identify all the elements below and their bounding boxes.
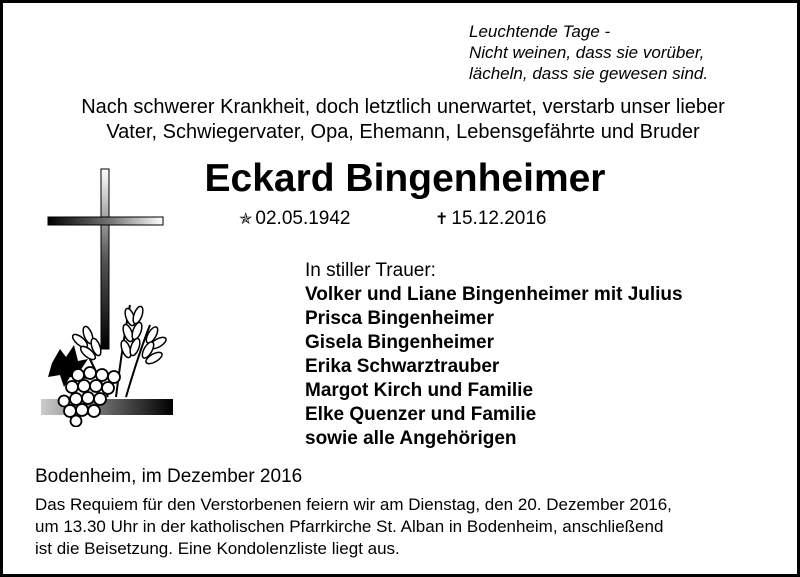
mourner-name: Margot Kirch und Familie <box>305 380 534 401</box>
intro-line: Vater, Schwiegervater, Opa, Ehemann, Lebensgefährte und Bruder <box>106 121 700 143</box>
service-line: ist die Beisetzung. Eine Kondolenzliste liegt aus. <box>35 539 400 558</box>
mourners-block <box>305 259 683 451</box>
verse-line: Nicht weinen, dass sie vorüber, <box>469 43 705 62</box>
cross-wheat-grapes-icon <box>38 165 178 427</box>
mourners-heading: In stiller Trauer: <box>305 260 436 281</box>
cross-icon: ✝ <box>435 211 449 228</box>
mourner-name: Volker und Liane Bingenheimer mit Julius <box>305 284 683 305</box>
mourner-name: Erika Schwarztrauber <box>305 356 500 377</box>
birth-date: 02.05.1942 <box>255 208 351 229</box>
verse-line: lächeln, dass sie gewesen sind. <box>469 64 709 83</box>
place-date: Bodenheim, im Dezember 2016 <box>35 466 303 487</box>
death-date: 15.12.2016 <box>451 208 547 229</box>
death-date-line <box>435 207 547 232</box>
mourner-name: Gisela Bingenheimer <box>305 332 495 353</box>
star-icon: ✯ <box>239 211 253 228</box>
mourner-name: sowie alle Angehörigen <box>305 428 517 449</box>
service-line: Das Requiem für den Verstorbenen feiern wir am Dienstag, den 20. Dezember 2016, <box>35 495 672 514</box>
verse <box>469 21 789 84</box>
verse-line: Leuchtende Tage - <box>469 22 611 41</box>
intro-line: Nach schwerer Krankheit, doch letztlich unerwartet, verstarb unser lieber <box>81 96 725 118</box>
deceased-name: Eckard Bingenheimer <box>204 157 606 200</box>
intro-text <box>3 95 800 145</box>
birth-date-line <box>239 207 351 232</box>
mourner-name: Prisca Bingenheimer <box>305 308 495 329</box>
mourner-name: Elke Quenzer und Familie <box>305 404 537 425</box>
service-info <box>35 494 795 560</box>
service-line: um 13.30 Uhr in der katholischen Pfarrkirche St. Alban in Bodenheim, anschließend <box>35 517 664 536</box>
